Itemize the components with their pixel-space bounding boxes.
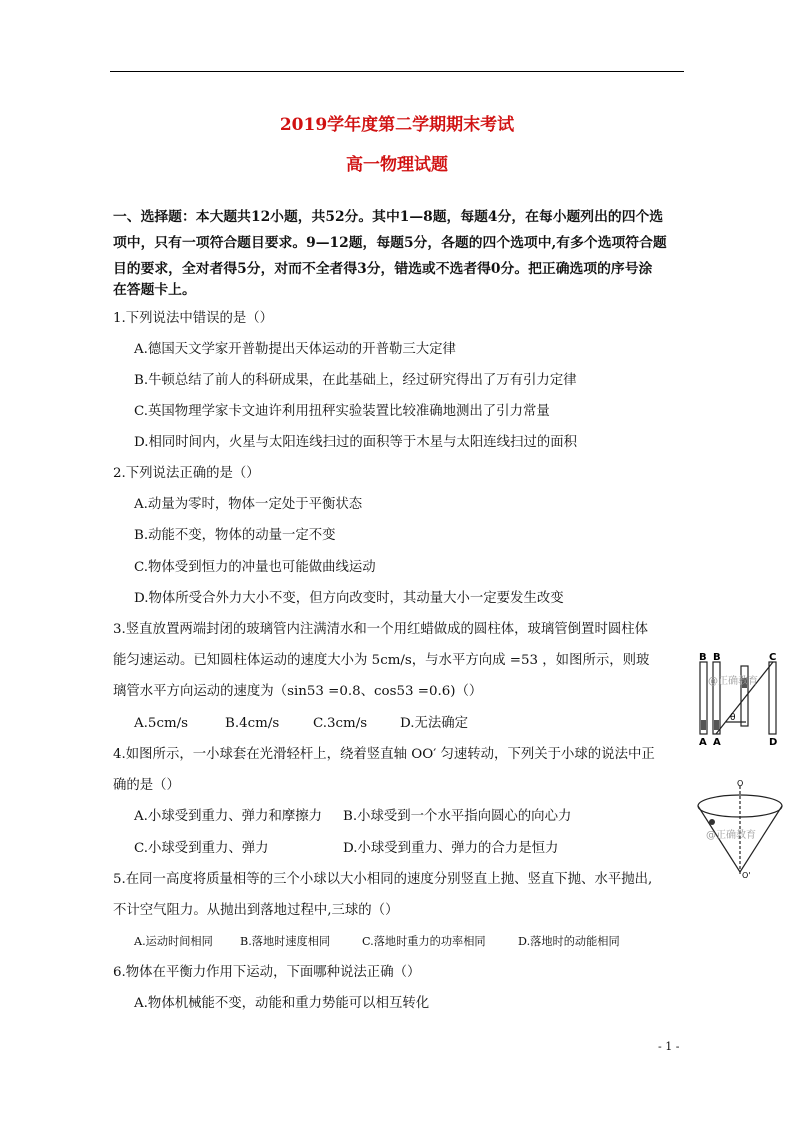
question-6-stem: 6.物体在平衡力作用下运动，下面哪种说法正确（） (113, 965, 421, 980)
page-number: - 1 - (658, 1040, 680, 1053)
fig-label-o-top: O (737, 780, 744, 788)
instruction-line: 目的要求，全对者得5分，对而不全者得3分，错选或不选者得0分。把正确选项的序号涂 (113, 261, 653, 277)
question-4-stem-line: 确的是（） (113, 778, 180, 793)
header-rule (110, 71, 684, 72)
question-2-option-d: D.物体所受合外力大小不变，但方向改变时，其动量大小一定要发生改变 (134, 591, 564, 606)
fig-label-b2: B (713, 652, 721, 663)
question-4-option-b: B.小球受到一个水平指向圆心的向心力 (343, 809, 572, 824)
fig-label-a1: A (699, 737, 707, 748)
question-3-stem-line: 3.竖直放置两端封闭的玻璃管内注满清水和一个用红蜡做成的圆柱体，玻璃管倒置时圆柱体 (113, 622, 649, 637)
question-3-stem-line: 能匀速运动。已知圆柱体运动的速度大小为 5cm/s，与水平方向成 =53 ，如图所示，则玻 (113, 653, 650, 668)
question-5-option-c: C.落地时重力的功率相同 (362, 935, 486, 948)
exam-title: 2019学年度第二学期期末考试 (279, 115, 515, 135)
question-6-option-a: A.物体机械能不变，动能和重力势能可以相互转化 (134, 996, 430, 1011)
question-4-option-d: D.小球受到重力、弹力的合力是恒力 (343, 841, 559, 856)
question-1-option-a: A.德国天文学家开普勒提出天体运动的开普勒三大定律 (134, 342, 456, 357)
question-3-option-a: A.5cm/s (134, 716, 189, 731)
question-3-stem-line: 璃管水平方向运动的速度为（sin53 =0.8、cos53 =0.6)（） (113, 684, 483, 699)
instruction-line: 项中，只有一项符合题目要求。9—12题，每题5分，各题的四个选项中,有多个选项符合题 (113, 235, 667, 251)
question-2-option-c: C.物体受到恒力的冲量也可能做曲线运动 (134, 560, 376, 575)
instruction-line: 一、选择题：本大题共12小题，共52分。其中1—8题，每题4分，在每小题列出的四个选 (113, 209, 664, 225)
fig-watermark: @正确教育 (706, 830, 756, 841)
fig-label-theta: θ (730, 713, 736, 723)
question-4-option-c: C.小球受到重力、弹力 (134, 841, 269, 856)
fig-watermark: @正确教育 (708, 676, 758, 687)
question-1-option-b: B.牛顿总结了前人的科研成果，在此基础上，经过研究得出了万有引力定律 (134, 373, 577, 388)
instruction-line: 在答题卡上。 (113, 282, 196, 298)
question-5-option-b: B.落地时速度相同 (240, 935, 331, 948)
tube-figure (696, 648, 784, 748)
question-1-option-d: D.相同时间内，火星与太阳连线扫过的面积等于木星与太阳连线扫过的面积 (134, 435, 578, 450)
question-2-option-a: A.动量为零时，物体一定处于平衡状态 (134, 497, 363, 512)
fig-label-c: C (769, 652, 777, 663)
fig-label-d: D (769, 737, 778, 748)
question-1-stem: 1.下列说法中错误的是（） (113, 311, 274, 326)
question-5-stem-line: 5.在同一高度将质量相等的三个小球以大小相同的速度分别竖直上抛、竖直下抛、水平抛出, (113, 872, 653, 887)
question-5-stem-line: 不计空气阻力。从抛出到落地过程中,三球的（） (113, 903, 399, 918)
question-5-option-a: A.运动时间相同 (134, 935, 213, 948)
fig-label-o-bottom: O' (742, 871, 751, 880)
exam-subtitle: 高一物理试题 (346, 155, 448, 175)
cone-figure (692, 780, 788, 880)
question-3-option-b: B.4cm/s (225, 716, 280, 731)
fig-label-b1: B (699, 652, 707, 663)
question-3-option-c: C.3cm/s (313, 716, 368, 731)
question-2-option-b: B.动能不变，物体的动量一定不变 (134, 528, 336, 543)
question-3-option-d: D.无法确定 (400, 716, 469, 731)
fig-label-a2: A (713, 737, 721, 748)
question-4-option-a: A.小球受到重力、弹力和摩擦力 (134, 809, 323, 824)
question-4-stem-line: 4.如图所示，一小球套在光滑轻杆上，绕着竖直轴 OO′ 匀速转动，下列关于小球的说法中正 (113, 747, 655, 762)
question-2-stem: 2.下列说法正确的是（） (113, 466, 260, 481)
question-1-option-c: C.英国物理学家卡文迪许利用扭秤实验装置比较准确地测出了引力常量 (134, 404, 550, 419)
question-5-option-d: D.落地时的动能相同 (518, 935, 620, 948)
